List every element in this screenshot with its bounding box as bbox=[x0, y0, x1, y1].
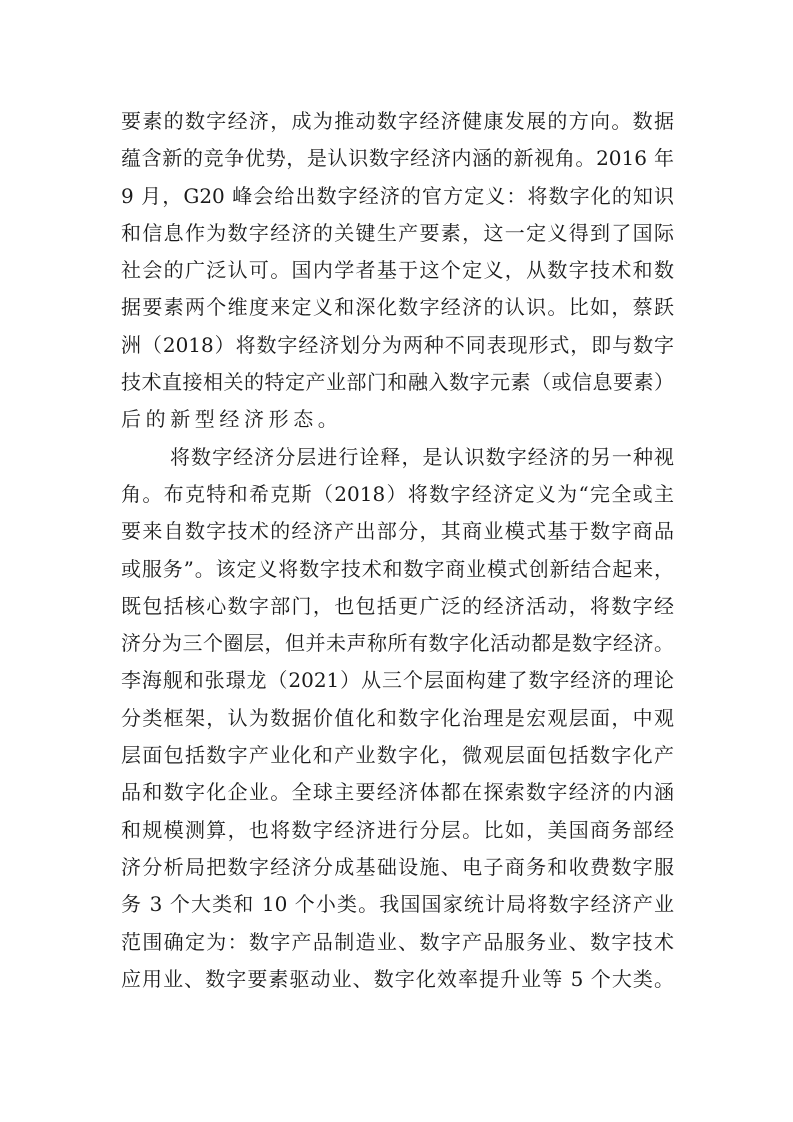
text-line: 务 3 个大类和 10 个小类。我国国家统计局将数字经济产业 bbox=[121, 892, 674, 917]
text-line: 要素的数字经济，成为推动数字经济健康发展的方向。数据 bbox=[121, 109, 674, 133]
document-page bbox=[121, 103, 674, 998]
paragraph-2 bbox=[121, 439, 674, 998]
text-line: 层面包括数字产业化和产业数字化，微观层面包括数字化产 bbox=[121, 743, 674, 768]
text-line: 据要素两个维度来定义和深化数字经济的认识。比如，蔡跃 bbox=[121, 295, 674, 320]
text-line: 分类框架，认为数据价值化和数字化治理是宏观层面，中观 bbox=[121, 705, 674, 730]
text-line: 和信息作为数字经济的关键生产要素，这一定义得到了国际 bbox=[121, 220, 674, 245]
text-line: 洲（2018）将数字经济划分为两种不同表现形式，即与数字 bbox=[121, 332, 674, 357]
text-line: 9 月，G20 峰会给出数字经济的官方定义：将数字化的知识 bbox=[121, 183, 674, 208]
text-line: 后的新型经济形态。 bbox=[121, 407, 343, 432]
text-line: 既包括核心数字部门，也包括更广泛的经济活动，将数字经 bbox=[121, 593, 674, 618]
text-line: 角。布克特和希克斯（2018）将数字经济定义为“完全或主 bbox=[121, 481, 674, 506]
text-line: 应用业、数字要素驱动业、数字化效率提升业等 5 个大类。 bbox=[121, 966, 674, 991]
text-line: 李海舰和张璟龙（2021）从三个层面构建了数字经济的理论 bbox=[121, 668, 674, 693]
text-line: 和规模测算，也将数字经济进行分层。比如，美国商务部经 bbox=[121, 817, 674, 842]
paragraph-1 bbox=[121, 103, 674, 439]
text-line: 范围确定为：数字产品制造业、数字产品服务业、数字技术 bbox=[121, 929, 674, 954]
text-line: 蕴含新的竞争优势，是认识数字经济内涵的新视角。2016 年 bbox=[121, 146, 674, 171]
text-line: 济分为三个圈层，但并未声称所有数字化活动都是数字经济。 bbox=[121, 631, 674, 656]
text-line: 将数字经济分层进行诠释，是认识数字经济的另一种视 bbox=[170, 444, 674, 469]
text-line: 社会的广泛认可。国内学者基于这个定义，从数字技术和数 bbox=[121, 258, 674, 283]
text-line: 济分析局把数字经济分成基础设施、电子商务和收费数字服 bbox=[121, 854, 674, 879]
text-line: 要来自数字技术的经济产出部分，其商业模式基于数字商品 bbox=[121, 519, 674, 544]
text-line: 品和数字化企业。全球主要经济体都在探索数字经济的内涵 bbox=[121, 780, 674, 805]
text-line: 技术直接相关的特定产业部门和融入数字元素（或信息要素） bbox=[121, 370, 674, 395]
text-line: 或服务”。该定义将数字技术和数字商业模式创新结合起来， bbox=[121, 556, 674, 581]
